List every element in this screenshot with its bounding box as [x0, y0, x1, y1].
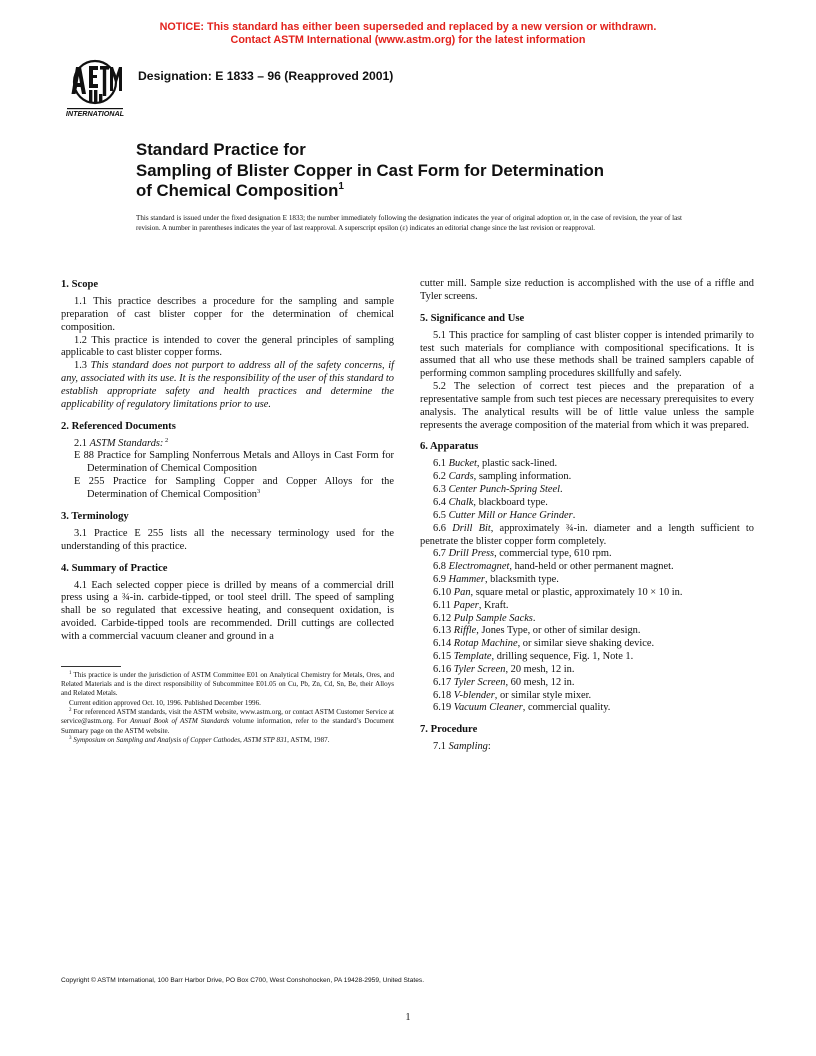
right-column [420, 278, 754, 754]
paragraph-4-1: 4.1 Each selected copper piece is drilled by means of a commercial drill press using a ¾-in. carbide-tipped, or tool steel drill. The speed of sampling shall be so regulated that excessive heating, and consequent oxidation, is avoided. Carbide-tipped tools are recommended. Drill cuttings are collected with a commercial vacuum cleaner and ground in a [61, 579, 394, 642]
apparatus-item: 6.6 Drill Bit, approximately ¾-in. diameter and a length sufficient to penetrate the blister copper form completely. [420, 522, 754, 547]
apparatus-item: 6.1 Bucket, plastic sack-lined. [433, 458, 558, 470]
logo-caption: INTERNATIONAL [65, 109, 125, 118]
title-line-2: Sampling of Blister Copper in Cast Form for Determination [136, 160, 605, 180]
apparatus-item: 6.19 Vacuum Cleaner, commercial quality. [433, 702, 611, 714]
paragraph-1-1: 1.1 This practice describes a procedure for the sampling and sample preparation of cast blister copper for the determination of chemical composition. [61, 296, 394, 333]
footnote-3: $^3$ Symposium on Sampling and Analysis of Copper Cathodes, ASTM STP 831, ASTM, 1987. [69, 735, 330, 744]
apparatus-item: 6.2 Cards, sampling information. [433, 471, 572, 483]
apparatus-item: 6.7 Drill Press, commercial type, 610 rpm. [433, 548, 612, 560]
footnote-divider [61, 666, 121, 667]
apparatus-item: 6.8 Electromagnet, hand-held or other permanent magnet. [433, 561, 674, 573]
paragraph-4-1-continued: cutter mill. Sample size reduction is accomplished with the use of a riffle and Tyler screens. [420, 278, 754, 302]
apparatus-item: 6.13 Riffle, Jones Type, or other of similar design. [433, 625, 641, 637]
section-heading-apparatus: 6. Apparatus [420, 441, 479, 453]
apparatus-item: 6.17 Tyler Screen, 60 mesh, 12 in. [433, 676, 575, 688]
apparatus-list [420, 458, 754, 715]
apparatus-item: 6.5 Cutter Mill or Hance Grinder. [433, 509, 576, 521]
left-column [61, 278, 394, 745]
paragraph-7-1: 7.1 Sampling: [433, 741, 491, 753]
apparatus-item: 6.18 V-blender, or similar style mixer. [433, 689, 592, 701]
apparatus-item: 6.16 Tyler Screen, 20 mesh, 12 in. [433, 663, 575, 675]
page-number: 1 [405, 1012, 411, 1023]
apparatus-item: 6.11 Paper, Kraft. [433, 599, 509, 611]
apparatus-item: 6.10 Pan, square metal or plastic, approximately 10 × 10 in. [433, 586, 683, 598]
paragraph-1-2: 1.2 This practice is intended to cover the general principles of sampling applicable to cast blister copper forms. [61, 334, 394, 359]
document-title [136, 140, 736, 202]
paragraph-5-2: 5.2 The selection of correct test pieces and the preparation of a representative sample from such test pieces are necessary prerequisites to every analysis. The analytical results will be of little value unless the sample represents the average composition of the material from which it was prepared. [420, 381, 754, 431]
title-footnote-mark: 1 [338, 181, 344, 192]
apparatus-item: 6.15 Template, drilling sequence, Fig. 1, Note 1. [433, 651, 634, 663]
issuance-note: This standard is issued under the fixed designation E 1833; the number immediately following the designation indicates the year of original adoption or, in the case of revision, the year of last revision. A number in parentheses indicates the year of last reapproval. A superscript epsilon (ε) indicates an editorial change since the last revision or reapproval. [136, 214, 682, 233]
astm-logo [62, 54, 128, 120]
notice-line-2: Contact ASTM International (www.astm.org) for the latest information [230, 34, 586, 46]
reference-e88: E 88 Practice for Sampling Nonferrous Metals and Alloys in Cast Form for Determination of Chemical Composition [74, 450, 394, 475]
apparatus-item: 6.12 Pulp Sample Sacks. [433, 612, 536, 624]
notice-line-1: NOTICE: This standard has either been superseded and replaced by a new version or withdrawn. [159, 21, 657, 33]
paragraph-1-3: 1.3 This standard does not purport to address all of the safety concerns, if any, associated with its use. It is the responsibility of the user of this standard to establish appropriate safety and health practices and determine the applicability of regulatory limitations prior to use. [61, 360, 394, 410]
section-heading-referenced-documents: 2. Referenced Documents [61, 420, 176, 432]
title-line-1: Standard Practice for [136, 140, 306, 159]
footnote-1: $^1$ This practice is under the jurisdiction of ASTM Committee E01 on Analytical Chemistry for Metals, Ores, and Related Materials and is the direct responsibility of Subcommittee E01.05 on Cu, Pb, Zn, Cd, Sn, Be, their Alloys and Related Metals. [61, 670, 394, 698]
reference-e255: E 255 Practice for Sampling Copper and Copper Alloys for the Determination of Chemical Composition$^3$ [74, 476, 394, 500]
designation: Designation: E 1833 – 96 (Reapproved 2001) [138, 69, 394, 83]
section-heading-significance: 5. Significance and Use [420, 312, 525, 324]
paragraph-2-1: 2.1 ASTM Standards: $^2$ [74, 436, 169, 449]
title-line-3: of Chemical Composition$^1$ [136, 181, 344, 200]
footnote-1-edition: Current edition approved Oct. 10, 1996. Published December 1996. [69, 698, 261, 707]
apparatus-item: 6.3 Center Punch-Spring Steel. [433, 484, 563, 496]
apparatus-item: 6.9 Hammer, blacksmith type. [433, 574, 559, 586]
copyright-line: Copyright © ASTM International, 100 Barr Harbor Drive, PO Box C700, West Conshohocken, PA 19428-2959, United States. [61, 977, 425, 984]
withdrawal-notice [0, 21, 816, 47]
section-heading-summary: 4. Summary of Practice [61, 562, 168, 574]
apparatus-item: 6.14 Rotap Machine, or similar sieve shaking device. [433, 638, 655, 650]
paragraph-5-1: 5.1 This practice for sampling of cast blister copper is intended primarily to test such materials for compliance with compositional specifications. It is assumed that all who use these methods shall be trained samplers capable of performing common sampling procedures skillfully and safely. [420, 329, 754, 380]
footnote-2: $^2$ For referenced ASTM standards, visit the ASTM website, www.astm.org, or contact ASTM Customer Service at service@astm.org. For Annual Book of ASTM Standards volume information, refer to the standard’s Document Summary page on the ASTM website. [61, 707, 394, 735]
paragraph-3-1: 3.1 Practice E 255 lists all the necessary terminology used for the understanding of this practice. [61, 527, 394, 552]
section-heading-scope: 1. Scope [61, 279, 99, 290]
section-heading-terminology: 3. Terminology [61, 510, 129, 522]
footnotes [61, 671, 394, 745]
apparatus-item: 6.4 Chalk, blackboard type. [433, 496, 548, 508]
section-heading-procedure: 7. Procedure [420, 724, 478, 736]
